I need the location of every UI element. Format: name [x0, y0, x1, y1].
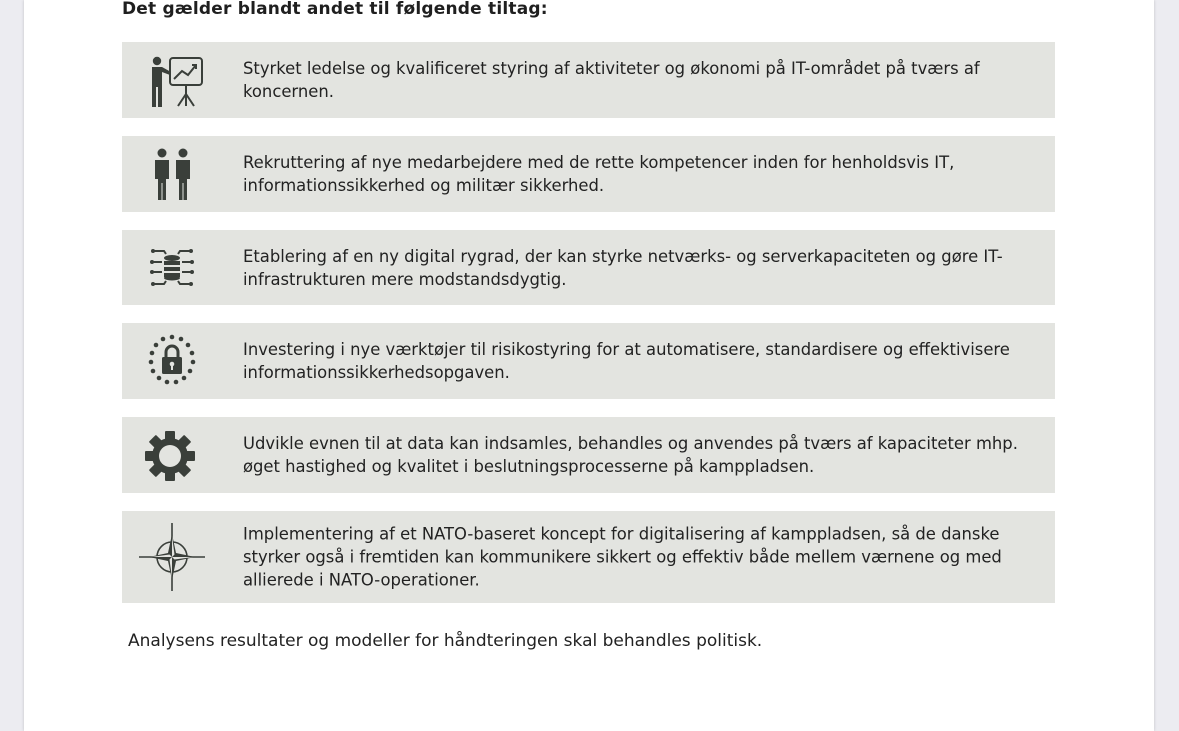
section-heading: Det gælder blandt andet til følgende tiltag:: [122, 0, 548, 19]
measure-text: Udvikle evnen til at data kan indsamles, behandles og anvendes på tværs af kapaciteter mhp. øget hastighed og kvalitet i beslutningsprocesserne på kamppladsen.: [243, 434, 1018, 476]
measure-text: Rekruttering af nye medarbejdere med de rette kompetencer inden for henholdsvis IT, informationssikkerhed og militær sikkerhed.: [243, 153, 955, 195]
measure-item-data-capabilities: [122, 417, 1055, 493]
database-network-icon: [136, 232, 208, 304]
document-page: [24, 0, 1154, 731]
measure-item-digital-backbone: [122, 230, 1055, 305]
measure-item-nato-concept: [122, 511, 1055, 603]
measure-text: Investering i nye værktøjer til risikostyring for at automatisere, standardisere og effektivisere informationssikkerhedsopgaven.: [243, 340, 1010, 382]
padlock-circle-icon: [136, 325, 208, 397]
measure-item-risk-tools: [122, 323, 1055, 399]
measure-item-recruitment: [122, 136, 1055, 212]
nato-compass-star-icon: [136, 521, 208, 593]
two-people-icon: [136, 138, 208, 210]
presenter-chart-icon: [136, 44, 208, 116]
measure-text: Styrket ledelse og kvalificeret styring af aktiviteter og økonomi på IT-området på tværs af koncernen.: [243, 59, 980, 101]
measure-text: Implementering af et NATO-baseret koncept for digitalisering af kamppladsen, så de danske styrker også i fremtiden kan kommunikere sikkert og effektiv både mellem værnene og med allierede i NATO-operationer.: [243, 524, 1002, 590]
measure-item-leadership: [122, 42, 1055, 118]
closing-paragraph: Analysens resultater og modeller for håndteringen skal behandles politisk.: [128, 631, 763, 651]
gear-icon: [136, 419, 208, 491]
measure-text: Etablering af en ny digital rygrad, der kan styrke netværks- og serverkapaciteten og gøre IT-infrastrukturen mere modstandsdygtig.: [243, 246, 1003, 289]
